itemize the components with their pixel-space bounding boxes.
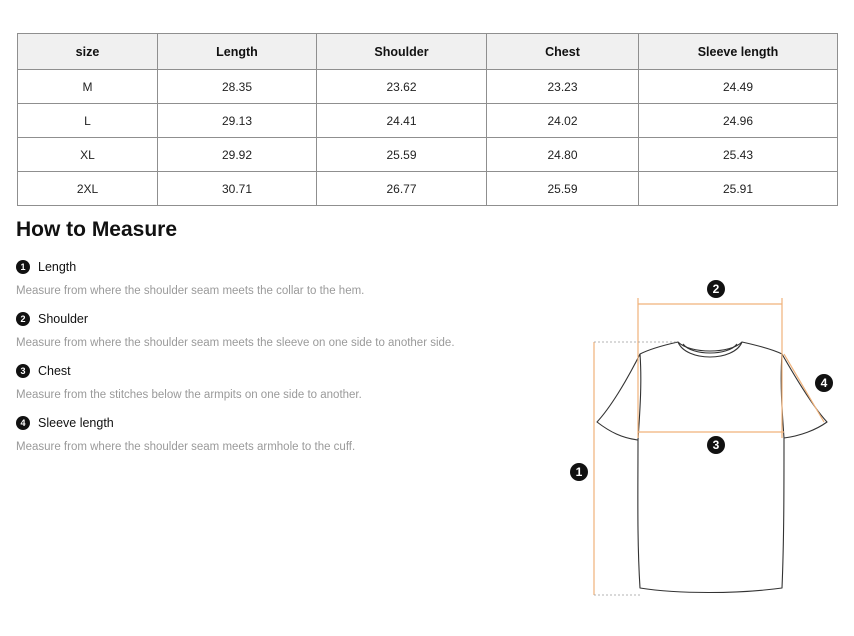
measure-item-chest — [16, 362, 556, 414]
number-3-icon: 3 — [16, 364, 30, 378]
measure-heading — [16, 362, 556, 380]
tshirt-measurement-diagram — [560, 270, 850, 610]
table-cell: 29.13 — [158, 104, 317, 138]
column-header-shoulder: Shoulder — [317, 34, 487, 70]
svg-text:1: 1 — [575, 465, 583, 479]
measure-item-shoulder — [16, 310, 556, 362]
measure-item-sleeve-length — [16, 414, 556, 466]
table-cell: XL — [18, 138, 158, 172]
number-1-icon: 1 — [16, 260, 30, 274]
measure-description: Measure from where the shoulder seam meets the collar to the hem. — [16, 285, 365, 297]
table-header-row — [18, 34, 838, 70]
marker-2-icon — [707, 280, 725, 298]
marker-1-icon — [570, 463, 588, 481]
number-2-icon: 2 — [16, 312, 30, 326]
table-cell: 28.35 — [158, 70, 317, 104]
measure-heading — [16, 258, 556, 276]
measure-label: Sleeve length — [38, 416, 114, 430]
measure-label: Length — [38, 260, 77, 274]
column-header-length: Length — [158, 34, 317, 70]
table-row — [18, 104, 838, 138]
measure-heading — [16, 310, 556, 328]
marker-4-icon — [815, 374, 833, 392]
measure-label: Shoulder — [38, 312, 89, 326]
svg-text:3: 3 — [712, 438, 720, 452]
table-cell: 24.49 — [639, 70, 838, 104]
table-cell: 25.59 — [317, 138, 487, 172]
column-header-size: size — [18, 34, 158, 70]
table-cell: 24.80 — [487, 138, 639, 172]
measure-item-length — [16, 258, 556, 310]
table-cell: 24.41 — [317, 104, 487, 138]
table-cell: 25.59 — [487, 172, 639, 206]
table-cell: 24.96 — [639, 104, 838, 138]
table-cell: 25.43 — [639, 138, 838, 172]
table-cell: 26.77 — [317, 172, 487, 206]
size-chart-table — [17, 33, 838, 206]
table-row — [18, 172, 838, 206]
table-cell: 30.71 — [158, 172, 317, 206]
marker-3-icon — [707, 436, 725, 454]
table-row — [18, 138, 838, 172]
measure-description: Measure from where the shoulder seam meets the sleeve on one side to another side. — [16, 337, 455, 349]
svg-text:4: 4 — [820, 376, 828, 390]
measure-description: Measure from the stitches below the armpits on one side to another. — [16, 389, 362, 401]
table-cell: 25.91 — [639, 172, 838, 206]
table-cell: 23.23 — [487, 70, 639, 104]
measure-instructions — [16, 258, 556, 466]
table-cell: 29.92 — [158, 138, 317, 172]
table-cell: 2XL — [18, 172, 158, 206]
svg-text:2: 2 — [712, 282, 720, 296]
measure-label: Chest — [38, 364, 71, 378]
table-cell: L — [18, 104, 158, 138]
how-to-measure-title: How to Measure — [16, 218, 178, 241]
table-cell: 24.02 — [487, 104, 639, 138]
tshirt-outline-icon — [597, 342, 827, 593]
table-cell: 23.62 — [317, 70, 487, 104]
table-cell: M — [18, 70, 158, 104]
number-4-icon: 4 — [16, 416, 30, 430]
measure-heading — [16, 414, 556, 432]
table-row — [18, 70, 838, 104]
column-header-chest: Chest — [487, 34, 639, 70]
column-header-sleeve-length: Sleeve length — [639, 34, 838, 70]
measure-description: Measure from where the shoulder seam meets armhole to the cuff. — [16, 441, 356, 453]
